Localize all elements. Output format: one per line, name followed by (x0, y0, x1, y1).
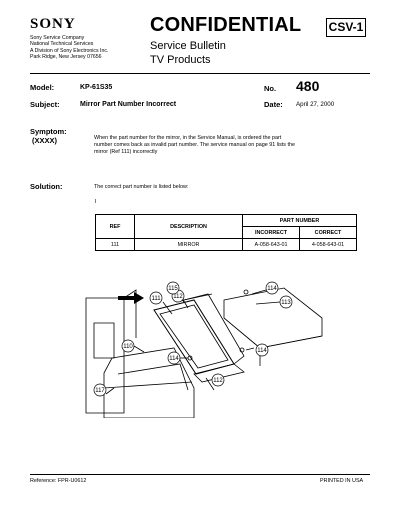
screw (244, 290, 248, 294)
callout-114-top (266, 282, 278, 294)
callout-115 (167, 282, 179, 294)
date-value: April 27, 2000 (296, 101, 335, 108)
cabinet-window (94, 323, 114, 358)
callout-label: 114 (257, 348, 267, 354)
parts-table (95, 214, 357, 251)
leader-113 (256, 302, 280, 304)
mirror-frame-top (184, 294, 212, 300)
callout-110 (122, 340, 134, 352)
callout-117 (94, 384, 106, 396)
leader-110 (134, 346, 144, 352)
callout-label: 117 (95, 388, 105, 394)
model-label: Model: (30, 83, 55, 92)
model-value: KP-61S35 (80, 84, 113, 91)
cell-correct: 4-058-643-01 (300, 239, 357, 251)
brand-logo: SONY (30, 16, 76, 32)
reference-value: FPR-U0612 (57, 478, 87, 484)
product-line: TV Products (150, 54, 211, 66)
reference-line (30, 478, 86, 484)
solution-label: Solution: (30, 182, 63, 191)
symptom-line: When the part number for the mirror, in the Service Manual, is ordered the part (94, 135, 282, 141)
col-incorrect-header: INCORRECT (243, 227, 300, 239)
symptom-line: mirror (Ref 111) incorrectly (94, 149, 158, 156)
symptom-text (94, 135, 374, 157)
callout-113 (280, 296, 292, 308)
exploded-view-diagram (84, 278, 324, 418)
footer-divider (30, 474, 370, 475)
symptom-label: Symptom: (30, 127, 67, 136)
col-ref-header: REF (96, 215, 135, 239)
printed-in: PRINTED IN USA (320, 478, 364, 484)
bulletin-type: Service Bulletin (150, 40, 226, 52)
cell-incorrect: A-058-643-01 (243, 239, 300, 251)
callout-111 (150, 292, 162, 304)
subject-value: Mirror Part Number Incorrect (80, 101, 177, 108)
number-label: No. (264, 84, 277, 93)
reference-label: Reference: (30, 478, 57, 484)
callout-label: 115 (168, 286, 178, 292)
solution-text: The correct part number is listed below: (94, 184, 189, 190)
table-header-row (96, 215, 357, 227)
col-description-header: DESCRIPTION (135, 215, 243, 239)
callout-label: 111 (151, 296, 161, 302)
symptom-line: number comes back as invalid part number. The service manual on page 91 lists the (94, 142, 295, 149)
company-line: A Division of Sony Electronics Inc. (30, 47, 109, 54)
cell-ref: 111 (96, 239, 135, 251)
date-label: Date: (264, 100, 283, 109)
callout-label: 114 (169, 356, 179, 362)
leader-114-right (246, 348, 254, 350)
callout-label: 112 (213, 378, 223, 384)
callout-114-left (168, 352, 180, 364)
header-divider (30, 73, 370, 74)
bottom-housing-ledge (104, 382, 192, 388)
callout-114-right (256, 344, 268, 356)
solution-mark: I (95, 199, 97, 205)
callout-112-bottom (212, 374, 224, 386)
company-address (30, 35, 140, 61)
callout-label: 110 (123, 344, 133, 350)
company-line: Park Ridge, New Jersey 07656 (30, 54, 102, 61)
back-panel-edge (260, 336, 322, 348)
cabinet-left-panel (86, 298, 124, 413)
classification-title: CONFIDENTIAL (150, 14, 302, 36)
col-part-number-header: PART NUMBER (243, 215, 357, 227)
callout-label: 112 (173, 294, 183, 300)
leader-117 (106, 388, 114, 394)
col-correct-header: CORRECT (300, 227, 357, 239)
bulletin-code-box: CSV-1 (326, 18, 366, 37)
company-line: Sony Service Company (30, 35, 85, 41)
callout-label: 113 (281, 300, 291, 306)
back-panel-lower (224, 318, 260, 366)
subject-label: Subject: (30, 100, 60, 109)
cell-description: MIRROR (135, 239, 243, 251)
table-row (96, 239, 357, 251)
callout-label: 114 (267, 286, 277, 292)
symptom-code: (XXXX) (32, 136, 58, 145)
bulletin-number: 480 (296, 78, 320, 94)
company-line: National Technical Services (30, 41, 94, 48)
